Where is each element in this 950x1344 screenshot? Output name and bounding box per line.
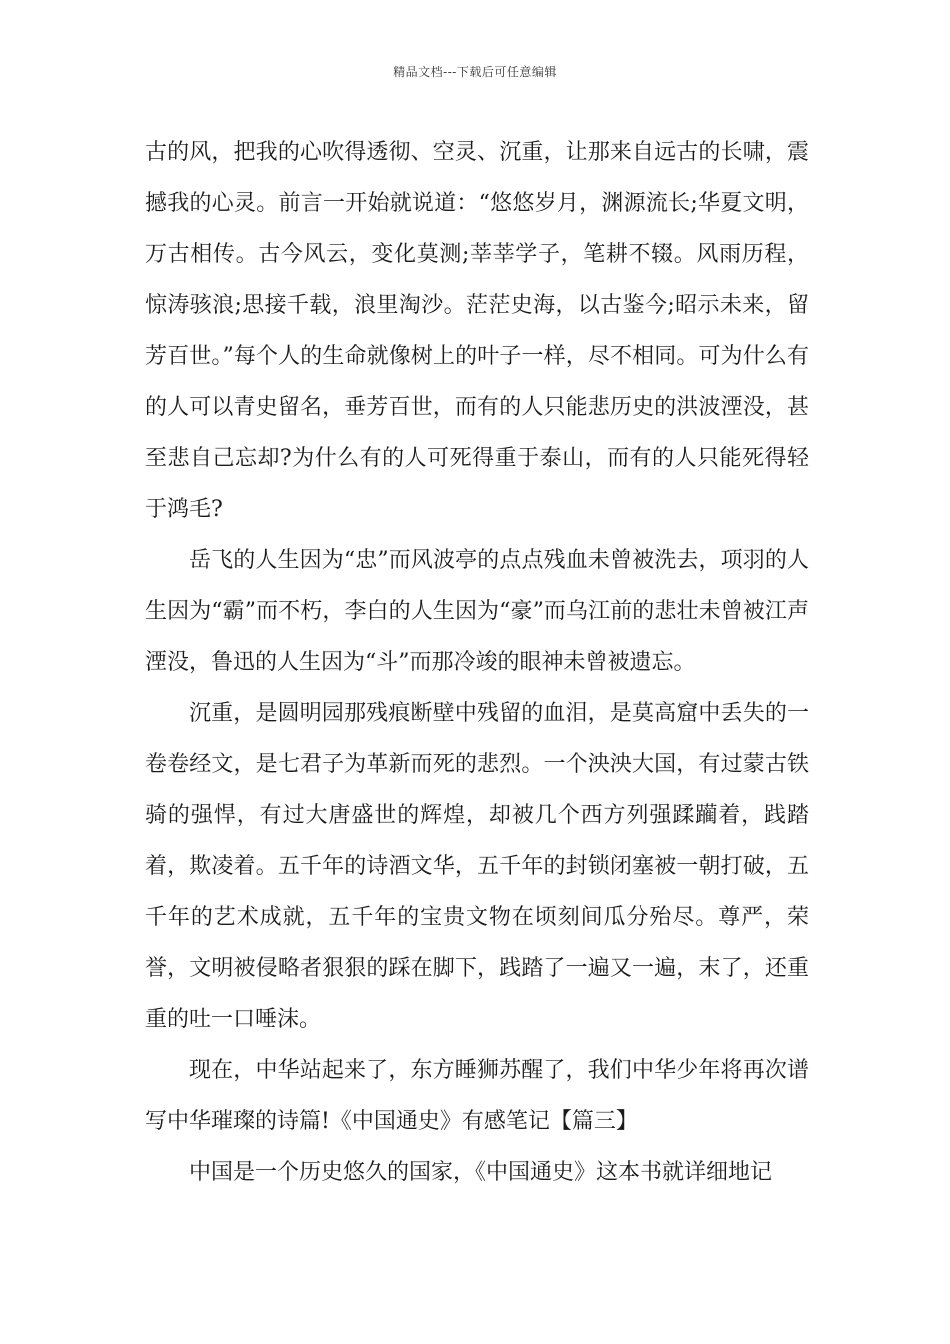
paragraph-2: 岳飞的人生因为“忠”而风波亭的点点残血未曾被洗去，项羽的人生因为“霸”而不朽，李白的人生因为“豪”而乌江前的悲壮未曾被江声湮没，鲁迅的人生因为“斗”而那冷竣的眼神未曾被遗忘。 — [145, 548, 809, 675]
paragraph-3: 沉重，是圆明园那残痕断壁中残留的血泪，是莫高窟中丢失的一卷卷经文，是七君子为革新而死的悲烈。一个泱泱大国，有过蒙古铁骑的强悍，有过大唐盛世的辉煌，却被几个西方列强蹂躏着，践踏着，欺凌着。五千年的诗酒文华，五千年的封锁闭塞被一朝打破，五千年的艺术成就，五千年的宝贵文物在顷刻间瓜分殆尽。尊严，荣誉，文明被侵略者狠狠的踩在脚下，践踏了一遍又一遍，末了，还重重的吐一口唾沫。 — [145, 701, 809, 1032]
paragraph-5: 中国是一个历史悠久的国家，《中国通史》这本书就详细地记 — [189, 1160, 773, 1185]
page-header: 精品文档---下载后可任意编辑 — [393, 65, 557, 79]
paragraph-4: 现在，中华站起来了，东方睡狮苏醒了，我们中华少年将再次谱写中华璀璨的诗篇!《中国通史》有感笔记【篇三】 — [145, 1058, 809, 1134]
document-body — [145, 127, 809, 1198]
paragraph-1: 古的风，把我的心吹得透彻、空灵、沉重，让那来自远古的长啸，震撼我的心灵。前言一开始就说道：“悠悠岁月，渊源流长;华夏文明，万古相传。古今风云，变化莫测;莘莘学子，笔耕不辍。风雨历程，惊涛骇浪;思接千载，浪里淘沙。茫茫史海，以古鉴今;昭示未来，留芳百世。”每个人的生命就像树上的叶子一样，尽不相同。可为什么有的人可以青史留名，垂芳百世，而有的人只能悲历史的洪波湮没，甚至悲自己忘却?为什么有的人可死得重于泰山，而有的人只能死得轻于鸿毛? — [145, 140, 809, 522]
